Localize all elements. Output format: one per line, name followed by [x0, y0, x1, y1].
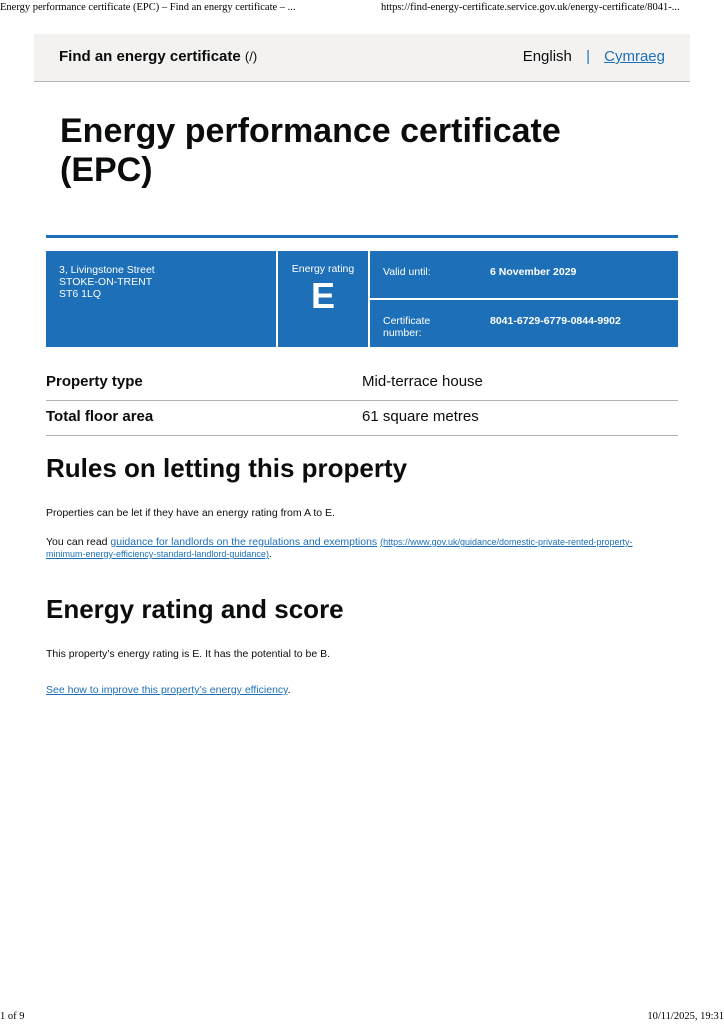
energy-rating-box — [278, 251, 368, 347]
section-divider — [46, 235, 678, 238]
landlord-guidance-text — [46, 536, 666, 560]
valid-until-label: Valid until: — [383, 266, 431, 278]
certificate-number-value: 8041-6729-6779-0844-9902 — [490, 315, 621, 327]
certificate-number-row — [370, 300, 678, 347]
print-header — [0, 0, 724, 16]
energy-rating-text: This property’s energy rating is E. It has the potential to be B. — [46, 648, 331, 660]
lang-cymraeg-link[interactable]: Cymraeg — [604, 48, 665, 65]
site-header — [34, 34, 690, 82]
service-name-link[interactable] — [59, 48, 257, 65]
lang-english: English — [522, 48, 572, 65]
property-summary — [46, 366, 678, 436]
print-footer — [0, 1010, 724, 1024]
address-line-1: 3, Livingstone Street — [59, 264, 155, 276]
energy-rating-label: Energy rating — [291, 263, 355, 275]
improve-efficiency-paragraph — [46, 684, 666, 696]
page-title-line1: Energy performance certificate — [60, 112, 561, 150]
landlord-guidance-url: (https://www.gov.uk/guidance/domestic-private-rented-property-minimum-energy-efficiency-standard-landlord-guidance) — [46, 537, 633, 559]
property-address — [46, 251, 276, 347]
summary-value: 61 square metres — [362, 408, 479, 425]
page-title-line2: (EPC) — [60, 151, 153, 189]
summary-row-floor-area — [46, 401, 678, 436]
guidance-prefix: You can read — [46, 536, 111, 548]
improve-efficiency-link[interactable]: See how to improve this property’s energy efficiency — [46, 684, 288, 696]
summary-value: Mid-terrace house — [362, 373, 483, 390]
certificate-meta — [370, 251, 678, 347]
certificate-panel — [46, 251, 678, 347]
print-url: https://find-energy-certificate.service.gov.uk/energy-certificate/8041-... — [381, 2, 680, 13]
guidance-suffix: . — [268, 548, 272, 560]
energy-rating-letter: E — [310, 275, 335, 316]
letting-rules-heading: Rules on letting this property — [46, 453, 408, 483]
service-name: Find an energy certificate — [59, 48, 241, 65]
service-link-url: (/) — [244, 49, 258, 64]
address-line-2: STOKE-ON-TRENT — [59, 276, 153, 288]
language-switcher — [523, 48, 665, 65]
letting-rules-text: Properties can be let if they have an energy rating from A to E. — [46, 507, 335, 519]
print-page-count: 1 of 9 — [0, 1011, 25, 1022]
lang-separator: | — [586, 48, 590, 65]
print-timestamp: 10/11/2025, 19:31 — [647, 1011, 724, 1022]
summary-row-property-type — [46, 366, 678, 401]
valid-until-value: 6 November 2029 — [490, 266, 577, 278]
address-line-3: ST6 1LQ — [59, 288, 102, 300]
summary-key: Property type — [46, 373, 143, 390]
landlord-guidance-link[interactable]: guidance for landlords on the regulations and exemptions — [110, 536, 378, 548]
certificate-number-label: Certificate number: — [383, 315, 431, 339]
improve-suffix: . — [287, 684, 291, 696]
print-page-title: Energy performance certificate (EPC) – Find an energy certificate – ... — [0, 2, 296, 13]
valid-until-row — [370, 251, 678, 298]
page-title — [60, 112, 660, 190]
energy-rating-heading: Energy rating and score — [46, 594, 344, 624]
summary-key: Total floor area — [46, 408, 154, 425]
